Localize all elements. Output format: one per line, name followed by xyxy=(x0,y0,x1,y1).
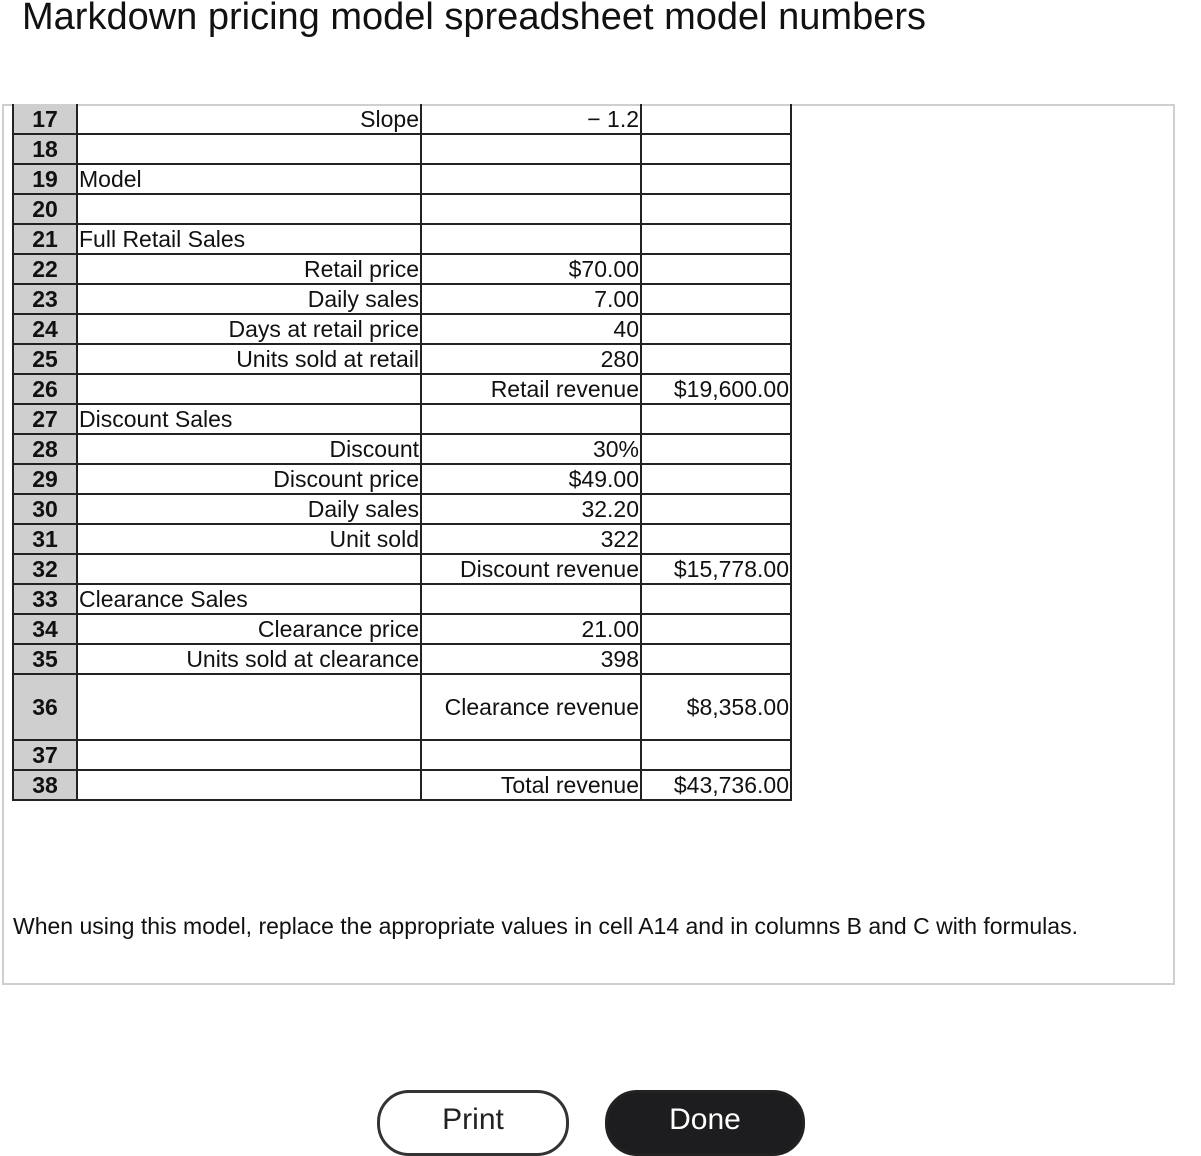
cell-a[interactable] xyxy=(77,740,421,770)
sheet-row xyxy=(13,614,791,644)
cell-c[interactable] xyxy=(641,344,791,374)
cell-b[interactable]: $49.00 xyxy=(421,464,641,494)
cell-a[interactable]: Clearance price xyxy=(77,614,421,644)
sheet-row xyxy=(13,134,791,164)
cell-b[interactable]: 40 xyxy=(421,314,641,344)
cell-a[interactable]: Slope xyxy=(77,104,421,134)
row-header[interactable]: 23 xyxy=(13,284,77,314)
cell-a[interactable]: Clearance Sales xyxy=(77,584,421,614)
sheet-row xyxy=(13,344,791,374)
cell-a[interactable]: Model xyxy=(77,164,421,194)
cell-a[interactable]: Full Retail Sales xyxy=(77,224,421,254)
sheet-row xyxy=(13,374,791,404)
cell-a[interactable]: Days at retail price xyxy=(77,314,421,344)
cell-b[interactable]: 30% xyxy=(421,434,641,464)
cell-a[interactable] xyxy=(77,770,421,800)
row-header[interactable]: 38 xyxy=(13,770,77,800)
row-header[interactable]: 24 xyxy=(13,314,77,344)
cell-c[interactable] xyxy=(641,644,791,674)
sheet-row xyxy=(13,104,791,134)
sheet-row xyxy=(13,314,791,344)
cell-a[interactable] xyxy=(77,194,421,224)
row-header[interactable]: 33 xyxy=(13,584,77,614)
row-header[interactable]: 34 xyxy=(13,614,77,644)
cell-b[interactable]: − 1.2 xyxy=(421,104,641,134)
row-header[interactable]: 18 xyxy=(13,134,77,164)
row-header[interactable]: 27 xyxy=(13,404,77,434)
row-header[interactable]: 37 xyxy=(13,740,77,770)
cell-b[interactable] xyxy=(421,134,641,164)
cell-b[interactable] xyxy=(421,404,641,434)
cell-b[interactable]: 32.20 xyxy=(421,494,641,524)
cell-a[interactable] xyxy=(77,554,421,584)
cell-b[interactable]: Clearance revenue xyxy=(421,674,641,740)
cell-b[interactable]: 280 xyxy=(421,344,641,374)
row-header[interactable]: 31 xyxy=(13,524,77,554)
sheet-row xyxy=(13,554,791,584)
sheet-row xyxy=(13,284,791,314)
done-button[interactable]: Done xyxy=(605,1090,805,1156)
cell-b[interactable]: 322 xyxy=(421,524,641,554)
cell-c[interactable] xyxy=(641,254,791,284)
sheet-row xyxy=(13,164,791,194)
row-header[interactable]: 32 xyxy=(13,554,77,584)
row-header[interactable]: 26 xyxy=(13,374,77,404)
cell-a[interactable] xyxy=(77,134,421,164)
cell-a[interactable]: Discount Sales xyxy=(77,404,421,434)
sheet-row xyxy=(13,524,791,554)
cell-b[interactable]: 7.00 xyxy=(421,284,641,314)
page-title: Markdown pricing model spreadsheet model numbers xyxy=(22,0,927,38)
print-button[interactable]: Print xyxy=(377,1090,569,1156)
sheet-row xyxy=(13,464,791,494)
cell-a[interactable]: Units sold at retail xyxy=(77,344,421,374)
cell-b[interactable] xyxy=(421,740,641,770)
row-header[interactable]: 29 xyxy=(13,464,77,494)
spreadsheet-table xyxy=(12,104,792,801)
cell-b[interactable] xyxy=(421,164,641,194)
row-header[interactable]: 30 xyxy=(13,494,77,524)
cell-c[interactable]: $19,600.00 xyxy=(641,374,791,404)
sheet-row xyxy=(13,404,791,434)
cell-c[interactable] xyxy=(641,134,791,164)
cell-a[interactable]: Discount xyxy=(77,434,421,464)
cell-c[interactable] xyxy=(641,164,791,194)
sheet-row xyxy=(13,674,791,740)
cell-a[interactable]: Unit sold xyxy=(77,524,421,554)
cell-c[interactable] xyxy=(641,524,791,554)
cell-c[interactable] xyxy=(641,584,791,614)
cell-c[interactable] xyxy=(641,194,791,224)
cell-c[interactable] xyxy=(641,740,791,770)
cell-b[interactable]: 398 xyxy=(421,644,641,674)
cell-a[interactable]: Daily sales xyxy=(77,494,421,524)
cell-a[interactable] xyxy=(77,674,421,740)
cell-c[interactable] xyxy=(641,224,791,254)
row-header[interactable]: 19 xyxy=(13,164,77,194)
row-header[interactable]: 17 xyxy=(13,104,77,134)
cell-a[interactable]: Retail price xyxy=(77,254,421,284)
cell-b[interactable] xyxy=(421,224,641,254)
row-header[interactable]: 36 xyxy=(13,674,77,740)
cell-a[interactable] xyxy=(77,374,421,404)
cell-b[interactable]: Total revenue xyxy=(421,770,641,800)
row-header[interactable]: 25 xyxy=(13,344,77,374)
row-header[interactable]: 20 xyxy=(13,194,77,224)
sheet-row xyxy=(13,740,791,770)
row-header[interactable]: 21 xyxy=(13,224,77,254)
sheet-row xyxy=(13,194,791,224)
sheet-row xyxy=(13,644,791,674)
cell-c[interactable]: $43,736.00 xyxy=(641,770,791,800)
sheet-row xyxy=(13,254,791,284)
cell-c[interactable]: $15,778.00 xyxy=(641,554,791,584)
cell-b[interactable]: 21.00 xyxy=(421,614,641,644)
cell-a[interactable]: Discount price xyxy=(77,464,421,494)
sheet-row xyxy=(13,494,791,524)
cell-c[interactable] xyxy=(641,614,791,644)
cell-c[interactable] xyxy=(641,404,791,434)
cell-b[interactable]: $70.00 xyxy=(421,254,641,284)
cell-c[interactable]: $8,358.00 xyxy=(641,674,791,740)
sheet-row xyxy=(13,770,791,800)
spreadsheet-body xyxy=(13,104,791,800)
cell-c[interactable] xyxy=(641,434,791,464)
cell-b[interactable] xyxy=(421,194,641,224)
cell-c[interactable] xyxy=(641,314,791,344)
sheet-row xyxy=(13,224,791,254)
cell-b[interactable]: Discount revenue xyxy=(421,554,641,584)
cell-b[interactable] xyxy=(421,584,641,614)
row-header[interactable]: 22 xyxy=(13,254,77,284)
instruction-note: When using this model, replace the appropriate values in cell A14 and in columns B and C with formulas. xyxy=(13,913,1078,939)
sheet-row xyxy=(13,584,791,614)
row-header[interactable]: 28 xyxy=(13,434,77,464)
cell-c[interactable] xyxy=(641,284,791,314)
row-header[interactable]: 35 xyxy=(13,644,77,674)
cell-a[interactable]: Daily sales xyxy=(77,284,421,314)
cell-c[interactable] xyxy=(641,104,791,134)
cell-c[interactable] xyxy=(641,494,791,524)
sheet-row xyxy=(13,434,791,464)
cell-b[interactable]: Retail revenue xyxy=(421,374,641,404)
cell-c[interactable] xyxy=(641,464,791,494)
cell-a[interactable]: Units sold at clearance xyxy=(77,644,421,674)
